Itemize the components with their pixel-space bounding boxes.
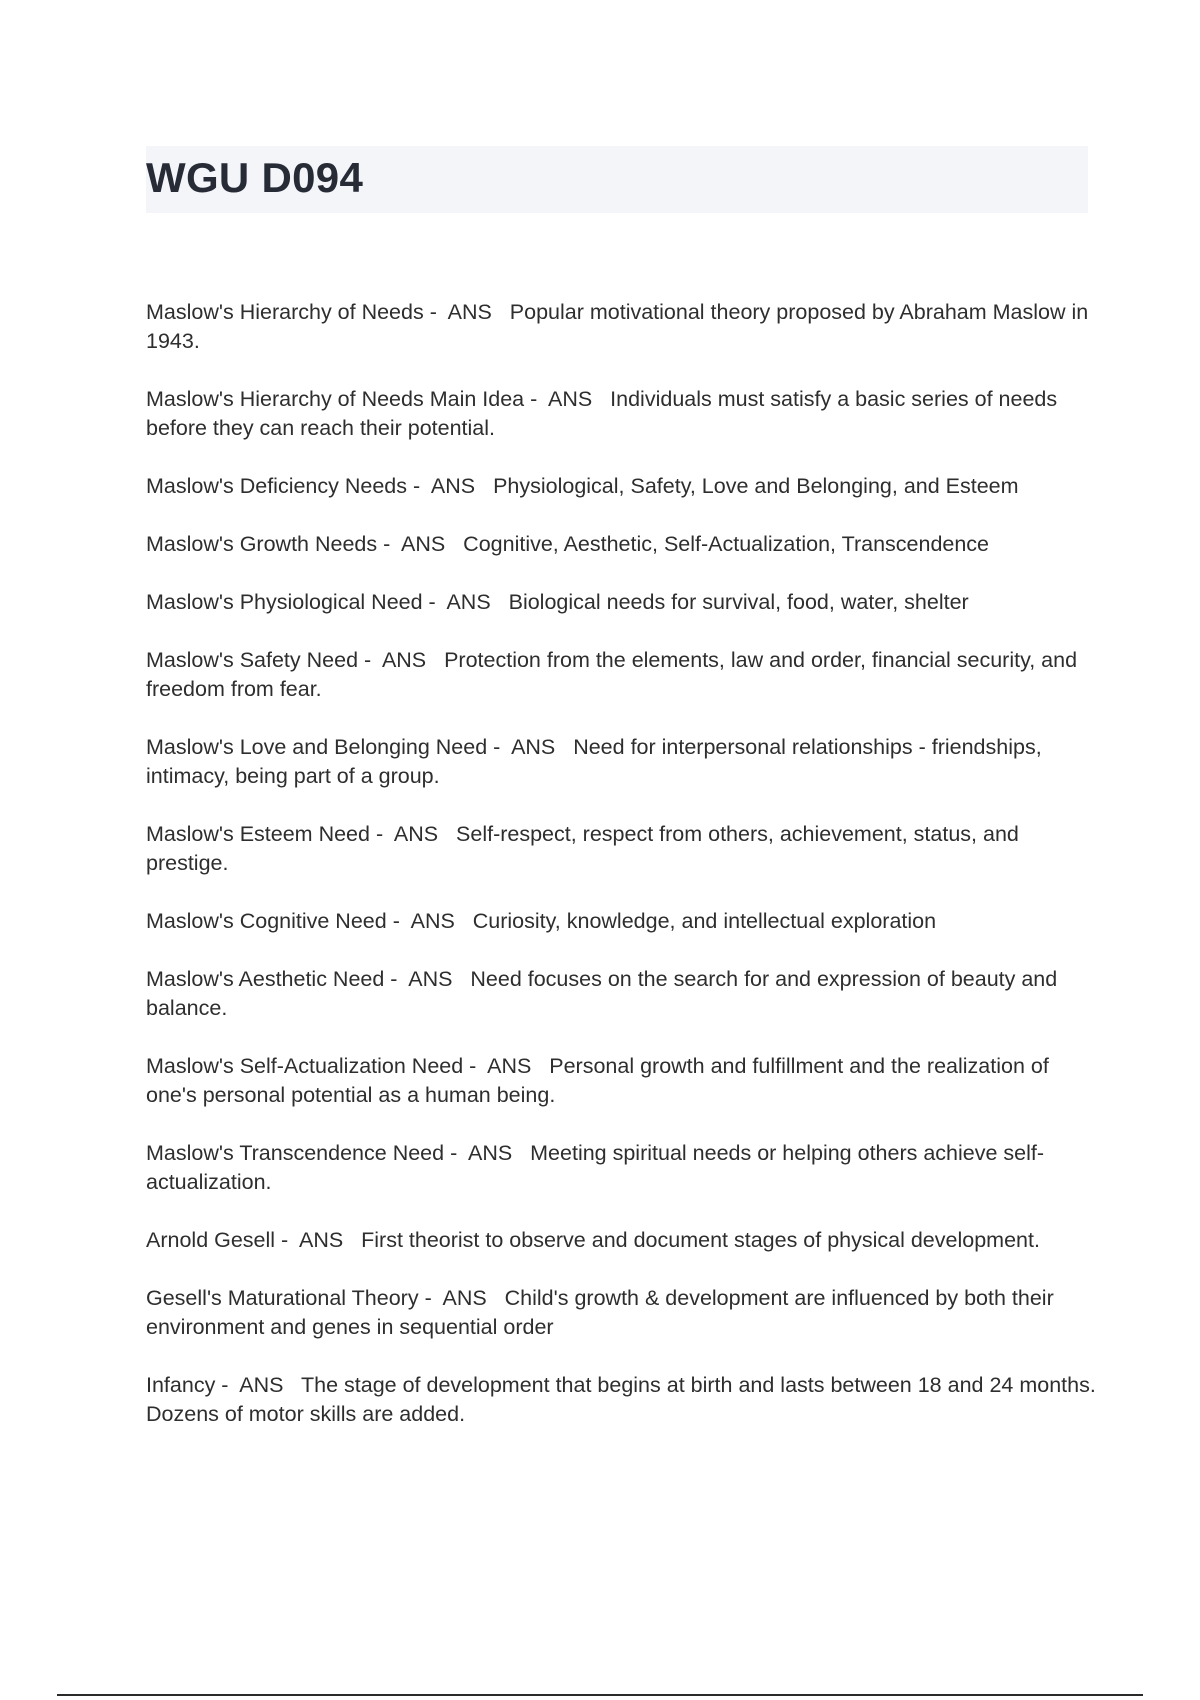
qa-separator: - [275, 1228, 299, 1252]
qa-separator: - [377, 532, 402, 556]
qa-term: Maslow's Transcendence Need [146, 1141, 445, 1165]
answer-marker: ANS [442, 1286, 487, 1310]
qa-entry [146, 1226, 1096, 1255]
answer-marker: ANS [468, 1141, 513, 1165]
qa-separator: - [384, 967, 409, 991]
qa-term: Maslow's Love and Belonging Need [146, 735, 488, 759]
qa-entry [146, 1371, 1096, 1429]
answer-marker: ANS [393, 822, 439, 846]
qa-answer: Need for interpersonal relationships - friendships, intimacy, being part of a group. [146, 735, 1042, 788]
qa-gap [531, 1054, 549, 1078]
qa-answer: Protection from the elements, law and order, financial security, and freedom from fear. [146, 648, 1078, 701]
qa-gap [512, 1141, 530, 1165]
qa-gap [438, 822, 456, 846]
qa-gap [455, 909, 473, 933]
answer-marker: ANS [511, 735, 556, 759]
qa-term: Arnold Gesell [146, 1228, 276, 1252]
qa-gap [492, 300, 510, 324]
answer-marker: ANS [446, 590, 491, 614]
qa-separator: - [369, 822, 394, 846]
qa-answer: Physiological, Safety, Love and Belonging, and Esteem [493, 474, 1019, 498]
qa-entry [146, 907, 1096, 936]
qa-term: Maslow's Deficiency Needs [146, 474, 408, 498]
qa-term: Maslow's Aesthetic Need [146, 967, 385, 991]
qa-term: Maslow's Self-Actualization Need [146, 1054, 464, 1078]
qa-entry [146, 1284, 1096, 1342]
qa-entry [146, 820, 1096, 878]
qa-separator: - [423, 300, 448, 324]
qa-separator: - [386, 909, 411, 933]
qa-entry [146, 472, 1096, 501]
qa-entry [146, 588, 1096, 617]
answer-marker: ANS [487, 1054, 532, 1078]
qa-term: Gesell's Maturational Theory [146, 1286, 419, 1310]
qa-gap [487, 1286, 505, 1310]
qa-answer: Individuals must satisfy a basic series of needs before they can reach their potential. [146, 387, 1058, 440]
answer-marker: ANS [447, 300, 492, 324]
qa-gap [555, 735, 573, 759]
answer-marker: ANS [408, 967, 453, 991]
qa-gap [426, 648, 444, 672]
qa-gap [475, 474, 493, 498]
qa-separator: - [487, 735, 512, 759]
answer-marker: ANS [410, 909, 455, 933]
qa-answer: Self-respect, respect from others, achievement, status, and prestige. [146, 822, 1019, 875]
qa-entry [146, 965, 1096, 1023]
qa-term: Maslow's Safety Need [146, 648, 359, 672]
qa-answer: Curiosity, knowledge, and intellectual exploration [472, 909, 937, 933]
qa-answer: Personal growth and fulfillment and the realization of one's personal potential as a human being. [146, 1054, 1049, 1107]
footer-divider [57, 1694, 1143, 1696]
answer-marker: ANS [381, 648, 427, 672]
qa-separator: - [444, 1141, 468, 1165]
qa-answer: Child's growth & development are influenced by both their environment and genes in sequential order [146, 1286, 1054, 1339]
answer-marker: ANS [548, 387, 593, 411]
answer-marker: ANS [430, 474, 476, 498]
qa-separator: - [524, 387, 549, 411]
qa-answer: The stage of development that begins at birth and lasts between 18 and 24 months. Dozens of motor skills are added. [146, 1373, 1096, 1426]
qa-answer: Meeting spiritual needs or helping others achieve self-actualization. [146, 1141, 1045, 1194]
qa-gap [343, 1228, 361, 1252]
qa-answer: First theorist to observe and document stages of physical development. [361, 1228, 1040, 1252]
qa-gap [283, 1373, 301, 1397]
qa-separator: - [358, 648, 382, 672]
qa-separator: - [215, 1373, 240, 1397]
qa-term: Maslow's Cognitive Need [146, 909, 387, 933]
qa-term: Maslow's Physiological Need [146, 590, 423, 614]
qa-term: Maslow's Hierarchy of Needs [146, 300, 424, 324]
answer-marker: ANS [401, 532, 446, 556]
qa-entry [146, 385, 1096, 443]
qa-separator: - [463, 1054, 488, 1078]
qa-gap [445, 532, 463, 556]
qa-answer: Popular motivational theory proposed by Abraham Maslow in 1943. [146, 300, 1089, 353]
qa-entry [146, 1139, 1096, 1197]
qa-separator: - [407, 474, 431, 498]
qa-term: Maslow's Esteem Need [146, 822, 370, 846]
answer-marker: ANS [298, 1228, 344, 1252]
qa-term: Infancy [146, 1373, 216, 1397]
qa-entry [146, 530, 1096, 559]
qa-entry [146, 646, 1096, 704]
qa-term: Maslow's Growth Needs [146, 532, 378, 556]
document-title: WGU D094 [146, 153, 364, 201]
qa-term: Maslow's Hierarchy of Needs Main Idea [146, 387, 525, 411]
qa-entry [146, 1052, 1096, 1110]
qa-answer: Need focuses on the search for and expression of beauty and balance. [146, 967, 1058, 1020]
qa-answer: Biological needs for survival, food, water, shelter [508, 590, 969, 614]
qa-gap [491, 590, 509, 614]
qa-separator: - [422, 590, 447, 614]
qa-entry [146, 733, 1096, 791]
qa-entry [146, 298, 1096, 356]
qa-gap [592, 387, 610, 411]
title-banner [146, 146, 1088, 213]
answer-marker: ANS [239, 1373, 284, 1397]
qa-answer: Cognitive, Aesthetic, Self-Actualization, Transcendence [463, 532, 990, 556]
qa-list [146, 298, 1096, 1458]
qa-gap [452, 967, 470, 991]
qa-separator: - [418, 1286, 443, 1310]
